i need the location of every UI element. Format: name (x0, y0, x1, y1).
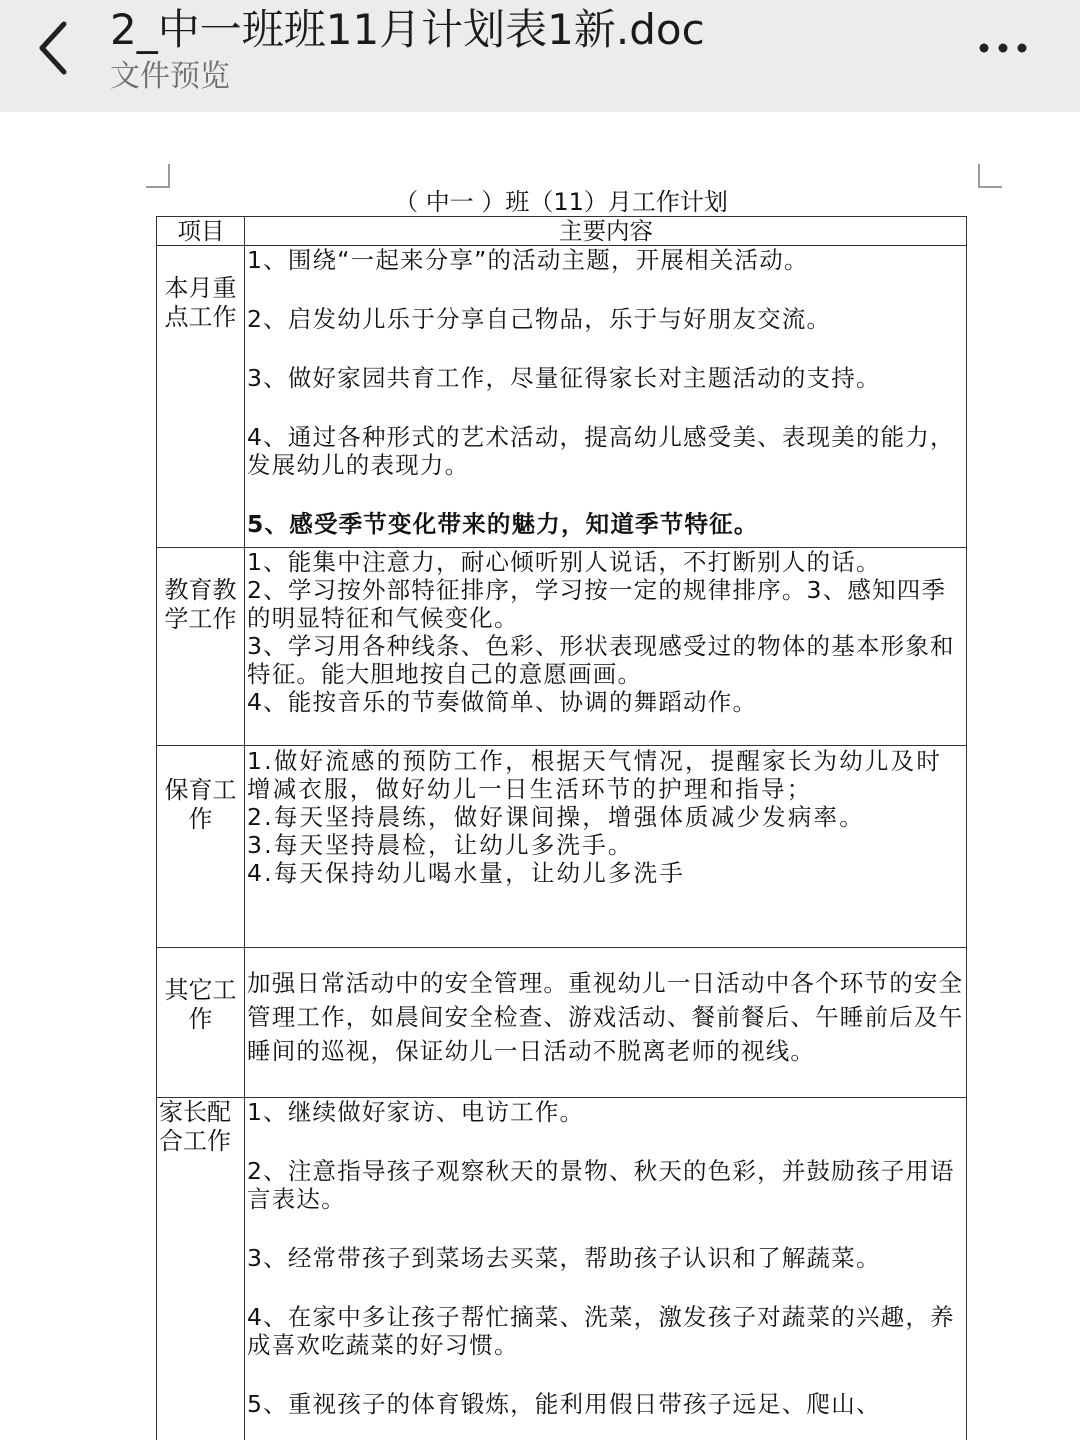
row-label-teaching: 教育教学工作 (157, 548, 245, 746)
table-row (157, 548, 967, 746)
list-item: 3.每天坚持晨检，让幼儿多洗手。 (247, 831, 634, 859)
plan-title: （ 中一 ）班（11）月工作计划 (394, 188, 728, 216)
more-horizontal-icon (972, 18, 1034, 74)
list-item: 1.做好流感的预防工作，根据天气情况，提醒家长为幼儿及时增减衣服，做好幼儿一日生活环节的护理和指导； (247, 747, 943, 803)
table-row (157, 246, 967, 548)
row-label-parents: 家长配合工作 (157, 1098, 245, 1440)
column-header-item: 项目 (157, 217, 245, 246)
row-content-parents (245, 1098, 967, 1440)
list-item: 3、经常带孩子到菜场去买菜，帮助孩子认识和了解蔬菜。 (247, 1244, 881, 1272)
list-item: 4、能按音乐的节奏做简单、协调的舞蹈动作。 (247, 688, 758, 716)
list-item: 1、围绕“一起来分享”的活动主题，开展相关活动。 (247, 246, 809, 274)
title-block (110, 2, 970, 97)
list-item: 4、在家中多让孩子帮忙摘菜、洗菜，激发孩子对蔬菜的兴趣，养成喜欢吃蔬菜的好习惯。 (247, 1303, 955, 1359)
list-item: 2、学习按外部特征排序，学习按一定的规律排序。3、感知四季的明显特征和气候变化。 (247, 576, 947, 632)
list-item: 2.每天坚持晨练，做好课间操，增强体质减少发病率。 (247, 803, 865, 831)
list-item: 1、能集中注意力，耐心倾听别人说话，不打断别人的话。 (247, 548, 881, 576)
row-content-teaching (245, 548, 967, 746)
list-item: 2、注意指导孩子观察秋天的景物、秋天的色彩，并鼓励孩子用语言表达。 (247, 1157, 955, 1213)
table-header-row (157, 217, 967, 246)
more-options-button[interactable] (972, 18, 1034, 74)
chevron-left-icon (22, 14, 86, 82)
row-content-care (245, 746, 967, 948)
row-label-care: 保育工作 (157, 746, 245, 948)
plan-table (156, 216, 967, 1440)
list-item: 3、学习用各种线条、色彩、形状表现感受过的物体的基本形象和特征。能大胆地按自己的意愿画画。 (247, 632, 955, 688)
table-row (157, 1098, 967, 1440)
top-app-bar (0, 0, 1080, 112)
list-item: 4、通过各种形式的艺术活动，提高幼儿感受美、表现美的能力，发展幼儿的表现力。 (247, 423, 955, 479)
screen-subtitle: 文件预览 (110, 59, 230, 94)
column-header-content: 主要内容 (245, 217, 967, 246)
page-margin-mark-right (978, 164, 1002, 188)
document-preview[interactable] (0, 112, 1080, 1440)
back-button[interactable] (22, 14, 86, 82)
row-label-other: 其它工作 (157, 948, 245, 1098)
document-filename: 2_中一班班11月计划表1新.doc (110, 5, 705, 54)
list-item: 2、启发幼儿乐于分享自己物品，乐于与好朋友交流。 (247, 305, 832, 333)
list-item: 5、感受季节变化带来的魅力，知道季节特征。 (247, 510, 759, 538)
row-content-key-work (245, 246, 967, 548)
list-item: 4.每天保持幼儿喝水量，让幼儿多洗手 (247, 859, 686, 887)
table-row (157, 746, 967, 948)
row-label-key-work: 本月重点工作 (157, 246, 245, 548)
table-row (157, 948, 967, 1098)
list-item: 3、做好家园共育工作，尽量征得家长对主题活动的支持。 (247, 364, 881, 392)
list-item: 加强日常活动中的安全管理。重视幼儿一日活动中各个环节的安全管理工作，如晨间安全检查、游戏活动、餐前餐后、午睡前后及午睡间的巡视，保证幼儿一日活动不脱离老师的视线。 (247, 969, 964, 1065)
row-content-other (245, 948, 967, 1098)
list-item: 1、继续做好家访、电访工作。 (247, 1098, 585, 1126)
page-margin-mark-left (146, 164, 170, 188)
list-item: 5、重视孩子的体育锻炼，能利用假日带孩子远足、爬山、 (247, 1390, 881, 1418)
